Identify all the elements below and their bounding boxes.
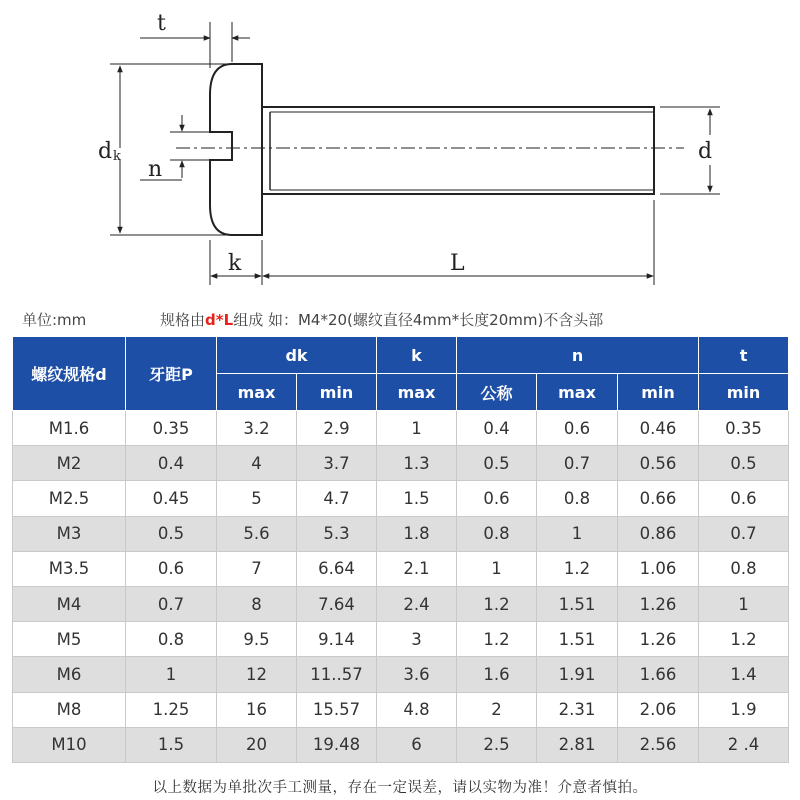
cell-t-min: 0.6 (699, 481, 789, 516)
cell-dk-max: 12 (217, 657, 297, 692)
header-t-min: min (699, 374, 789, 411)
cell-n-min: 1.66 (618, 657, 699, 692)
cell-n-min: 0.46 (618, 411, 699, 446)
cell-spec: M5 (13, 622, 126, 657)
table-row (13, 657, 789, 692)
header-pitch: 牙距P (126, 337, 217, 411)
cell-n-max: 0.7 (537, 446, 618, 481)
cell-k-max: 1 (377, 411, 457, 446)
cell-n-max: 0.8 (537, 481, 618, 516)
cell-pitch: 1.5 (126, 727, 217, 762)
cell-t-min: 1.2 (699, 622, 789, 657)
cell-t-min: 0.8 (699, 551, 789, 586)
cell-n-nominal: 1 (457, 551, 537, 586)
cell-pitch: 0.8 (126, 622, 217, 657)
cell-dk-max: 3.2 (217, 411, 297, 446)
cell-n-nominal: 0.8 (457, 516, 537, 551)
cell-n-min: 0.66 (618, 481, 699, 516)
header-dk: dk (217, 337, 377, 374)
cell-t-min: 1.4 (699, 657, 789, 692)
table-row (13, 446, 789, 481)
cell-n-max: 1.51 (537, 622, 618, 657)
label-L: L (450, 251, 465, 276)
cell-n-min: 0.86 (618, 516, 699, 551)
cell-k-max: 2.1 (377, 551, 457, 586)
spec-note (0, 307, 800, 333)
header-n-max: max (537, 374, 618, 411)
format-star: * (215, 311, 224, 329)
cell-n-nominal: 1.2 (457, 622, 537, 657)
cell-dk-max: 8 (217, 586, 297, 621)
label-n: n (148, 157, 163, 182)
cell-n-nominal: 1.2 (457, 586, 537, 621)
cell-k-max: 3.6 (377, 657, 457, 692)
header-k: k (377, 337, 457, 374)
cell-dk-max: 5 (217, 481, 297, 516)
cell-k-max: 1.5 (377, 481, 457, 516)
label-t: t (157, 11, 166, 36)
cell-spec: M3 (13, 516, 126, 551)
cell-n-nominal: 1.6 (457, 657, 537, 692)
cell-dk-min: 5.3 (297, 516, 377, 551)
cell-dk-max: 7 (217, 551, 297, 586)
cell-n-nominal: 0.4 (457, 411, 537, 446)
table-row (13, 551, 789, 586)
format-L: L (223, 311, 234, 329)
cell-k-max: 2.4 (377, 586, 457, 621)
cell-dk-min: 4.7 (297, 481, 377, 516)
cell-spec: M8 (13, 692, 126, 727)
cell-n-max: 2.31 (537, 692, 618, 727)
cell-k-max: 1.3 (377, 446, 457, 481)
cell-k-max: 3 (377, 622, 457, 657)
cell-n-max: 1 (537, 516, 618, 551)
cell-dk-min: 2.9 (297, 411, 377, 446)
cell-spec: M2.5 (13, 481, 126, 516)
table-row (13, 586, 789, 621)
cell-n-min: 0.56 (618, 446, 699, 481)
format-pre: 规格由 (160, 311, 206, 329)
cell-k-max: 4.8 (377, 692, 457, 727)
cell-t-min: 0.7 (699, 516, 789, 551)
cell-n-min: 2.56 (618, 727, 699, 762)
cell-n-min: 2.06 (618, 692, 699, 727)
cell-t-min: 1 (699, 586, 789, 621)
cell-n-nominal: 2.5 (457, 727, 537, 762)
table-row (13, 622, 789, 657)
cell-dk-max: 16 (217, 692, 297, 727)
cell-t-min: 2 .4 (699, 727, 789, 762)
cell-dk-min: 11..57 (297, 657, 377, 692)
cell-dk-min: 3.7 (297, 446, 377, 481)
table-row (13, 516, 789, 551)
cell-pitch: 1 (126, 657, 217, 692)
cell-k-max: 6 (377, 727, 457, 762)
cell-dk-min: 9.14 (297, 622, 377, 657)
header-row-top (13, 337, 789, 374)
table-row (13, 692, 789, 727)
header-n-nominal: 公称 (457, 374, 537, 411)
header-dk-max: max (217, 374, 297, 411)
label-dk: d (98, 139, 113, 164)
table-row (13, 481, 789, 516)
cell-spec: M3.5 (13, 551, 126, 586)
format-note (160, 309, 603, 330)
header-dk-min: min (297, 374, 377, 411)
cell-t-min: 0.35 (699, 411, 789, 446)
cell-dk-min: 19.48 (297, 727, 377, 762)
cell-n-min: 1.26 (618, 622, 699, 657)
table-row (13, 727, 789, 762)
cell-n-max: 1.91 (537, 657, 618, 692)
cell-pitch: 0.7 (126, 586, 217, 621)
header-t: t (699, 337, 789, 374)
screw-technical-drawing (0, 0, 800, 300)
header-n-min: min (618, 374, 699, 411)
cell-pitch: 0.45 (126, 481, 217, 516)
cell-dk-min: 15.57 (297, 692, 377, 727)
format-post: 组成 如：M4*20(螺纹直径4mm*长度20mm)不含头部 (233, 311, 604, 329)
cell-pitch: 0.6 (126, 551, 217, 586)
label-k: k (228, 251, 242, 276)
cell-n-nominal: 0.5 (457, 446, 537, 481)
cell-dk-min: 7.64 (297, 586, 377, 621)
cell-pitch: 1.25 (126, 692, 217, 727)
cell-dk-max: 5.6 (217, 516, 297, 551)
cell-n-max: 1.51 (537, 586, 618, 621)
cell-k-max: 1.8 (377, 516, 457, 551)
cell-dk-max: 9.5 (217, 622, 297, 657)
cell-spec: M4 (13, 586, 126, 621)
cell-n-min: 1.06 (618, 551, 699, 586)
header-k-max: max (377, 374, 457, 411)
cell-n-max: 1.2 (537, 551, 618, 586)
cell-spec: M6 (13, 657, 126, 692)
spec-table (12, 336, 789, 763)
dimension-lines (110, 22, 720, 285)
table-row (13, 411, 789, 446)
footer-note: 以上数据为单批次手工测量，存在一定误差，请以实物为准！介意者慎拍。 (152, 780, 648, 796)
cell-n-min: 1.26 (618, 586, 699, 621)
cell-dk-max: 4 (217, 446, 297, 481)
cell-n-max: 0.6 (537, 411, 618, 446)
cell-dk-max: 20 (217, 727, 297, 762)
cell-n-nominal: 0.6 (457, 481, 537, 516)
cell-n-max: 2.81 (537, 727, 618, 762)
header-thread-spec: 螺纹规格d (13, 337, 126, 411)
screw-outline (210, 64, 654, 235)
cell-pitch: 0.4 (126, 446, 217, 481)
cell-spec: M2 (13, 446, 126, 481)
header-n: n (457, 337, 699, 374)
cell-pitch: 0.5 (126, 516, 217, 551)
label-d: d (698, 139, 713, 164)
cell-pitch: 0.35 (126, 411, 217, 446)
cell-t-min: 0.5 (699, 446, 789, 481)
unit-label: 单位:mm (22, 311, 87, 329)
cell-spec: M1.6 (13, 411, 126, 446)
cell-spec: M10 (13, 727, 126, 762)
label-dk-sub: k (113, 149, 121, 164)
cell-n-nominal: 2 (457, 692, 537, 727)
format-d: d (205, 311, 216, 329)
cell-t-min: 1.9 (699, 692, 789, 727)
cell-dk-min: 6.64 (297, 551, 377, 586)
